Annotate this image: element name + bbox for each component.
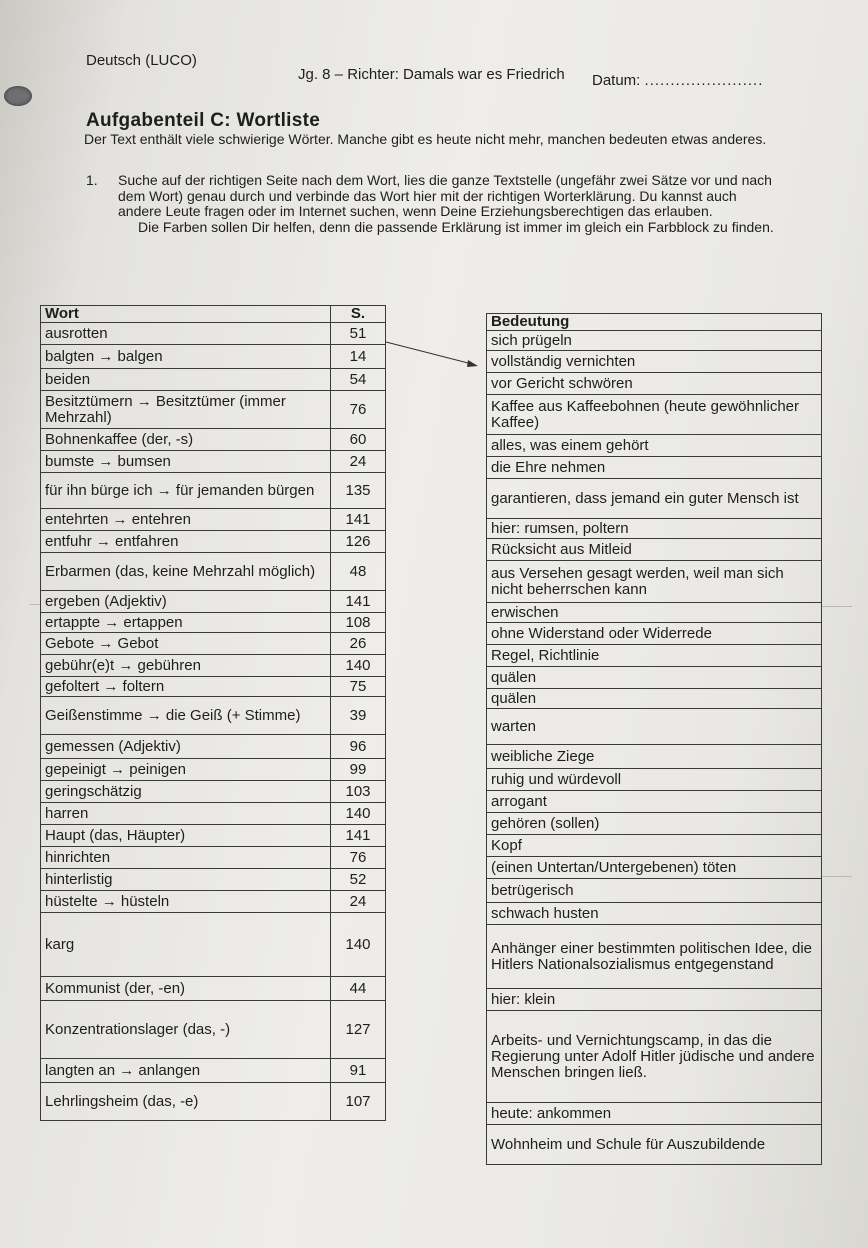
word-table-header	[41, 306, 386, 323]
page-cell: 76	[331, 847, 386, 869]
meaning-cell: erwischen	[487, 603, 822, 623]
meaning-row	[487, 331, 822, 351]
meaning-cell: Kaffee aus Kaffeebohnen (heute gewöhnlicher Kaffee)	[487, 395, 822, 435]
page-cell: 126	[331, 531, 386, 553]
meaning-table	[486, 313, 822, 1165]
meaning-cell: garantieren, dass jemand ein guter Mensch ist	[487, 479, 822, 519]
word-row	[41, 697, 386, 735]
word-cell: entfuhr → entfahren	[41, 531, 331, 553]
page-cell: 76	[331, 391, 386, 429]
meaning-cell: arrogant	[487, 791, 822, 813]
word-row	[41, 891, 386, 913]
meaning-row	[487, 813, 822, 835]
word-cell: bumste → bumsen	[41, 451, 331, 473]
page-cell: 140	[331, 655, 386, 677]
word-row	[41, 781, 386, 803]
word-cell: ertappte → ertappen	[41, 613, 331, 633]
word-row	[41, 323, 386, 345]
fold-line	[822, 606, 852, 607]
word-row	[41, 655, 386, 677]
section-title: Aufgabenteil C: Wortliste	[86, 110, 321, 131]
meaning-cell: Anhänger einer bestimmten politischen Idee, die Hitlers Nationalsozialismus entgegenstand	[487, 925, 822, 989]
meaning-row	[487, 457, 822, 479]
date-field	[592, 72, 763, 89]
meaning-cell: heute: ankommen	[487, 1103, 822, 1125]
meaning-row	[487, 479, 822, 519]
word-cell: Gebote → Gebot	[41, 633, 331, 655]
page-cell: 60	[331, 429, 386, 451]
word-table	[40, 305, 386, 1121]
date-blank: .......................	[644, 72, 764, 89]
page-cell: 24	[331, 891, 386, 913]
meaning-row	[487, 1011, 822, 1103]
meaning-row	[487, 645, 822, 667]
word-row	[41, 553, 386, 591]
page-column-header: S.	[331, 306, 386, 323]
page-cell: 24	[331, 451, 386, 473]
meaning-cell: Wohnheim und Schule für Auszubildende	[487, 1125, 822, 1165]
meaning-cell: vollständig vernichten	[487, 351, 822, 373]
word-row	[41, 633, 386, 655]
word-row	[41, 1001, 386, 1059]
meaning-cell: aus Versehen gesagt werden, weil man sich nicht beherrschen kann	[487, 561, 822, 603]
date-label: Datum:	[592, 72, 641, 89]
word-cell: für ihn bürge ich → für jemanden bürgen	[41, 473, 331, 509]
meaning-row	[487, 857, 822, 879]
meaning-row	[487, 603, 822, 623]
meaning-cell: sich prügeln	[487, 331, 822, 351]
meaning-row	[487, 879, 822, 903]
word-cell: Besitztümern → Besitztümer (immer Mehrzahl)	[41, 391, 331, 429]
meaning-row	[487, 539, 822, 561]
fold-line	[822, 876, 852, 877]
word-row	[41, 977, 386, 1001]
meaning-cell: Kopf	[487, 835, 822, 857]
page-cell: 39	[331, 697, 386, 735]
meaning-cell: schwach husten	[487, 903, 822, 925]
page-cell: 140	[331, 913, 386, 977]
word-row	[41, 391, 386, 429]
page-cell: 26	[331, 633, 386, 655]
meaning-cell: weibliche Ziege	[487, 745, 822, 769]
word-cell: hüstelte → hüsteln	[41, 891, 331, 913]
word-column-header: Wort	[41, 306, 331, 323]
page-cell: 51	[331, 323, 386, 345]
meaning-cell: die Ehre nehmen	[487, 457, 822, 479]
punch-hole	[4, 86, 32, 106]
meaning-cell: (einen Untertan/Untergebenen) töten	[487, 857, 822, 879]
word-row	[41, 913, 386, 977]
word-row	[41, 473, 386, 509]
word-cell: harren	[41, 803, 331, 825]
worksheet-title: Jg. 8 – Richter: Damals war es Friedrich	[298, 66, 565, 83]
meaning-row	[487, 925, 822, 989]
word-row	[41, 345, 386, 369]
word-cell: geringschätzig	[41, 781, 331, 803]
word-cell: gemessen (Adjektiv)	[41, 735, 331, 759]
meaning-cell: ruhig und würdevoll	[487, 769, 822, 791]
word-row	[41, 429, 386, 451]
meaning-row	[487, 989, 822, 1011]
word-cell: balgten → balgen	[41, 345, 331, 369]
word-cell: beiden	[41, 369, 331, 391]
task-text: Suche auf der richtigen Seite nach dem Wort, lies die ganze Textstelle (ungefähr zwei Sätze vor und nach dem Wort) genau durch und verbinde das Wort hier mit der richtigen Worterklärung. Du kannst auch andere Leute fragen oder im Internet suchen, wenn Deine Erziehungsberechtigen das erlauben.	[118, 172, 772, 220]
connection-arrow	[386, 340, 486, 370]
meaning-row	[487, 791, 822, 813]
word-row	[41, 825, 386, 847]
word-row	[41, 1059, 386, 1083]
word-cell: langten an → anlangen	[41, 1059, 331, 1083]
word-cell: karg	[41, 913, 331, 977]
intro-text: Der Text enthält viele schwierige Wörter. Manche gibt es heute nicht mehr, manchen bedeuten etwas anderes.	[84, 131, 767, 147]
word-row	[41, 803, 386, 825]
word-row	[41, 735, 386, 759]
page-cell: 48	[331, 553, 386, 591]
word-row	[41, 369, 386, 391]
page-cell: 14	[331, 345, 386, 369]
word-row	[41, 677, 386, 697]
meaning-row	[487, 395, 822, 435]
page-cell: 75	[331, 677, 386, 697]
word-cell: Konzentrationslager (das, -)	[41, 1001, 331, 1059]
page-cell: 107	[331, 1083, 386, 1121]
subject-label: Deutsch (LUCO)	[86, 52, 197, 69]
word-row	[41, 451, 386, 473]
page-cell: 127	[331, 1001, 386, 1059]
meaning-row	[487, 435, 822, 457]
meaning-table-header	[487, 314, 822, 331]
word-row	[41, 613, 386, 633]
word-row	[41, 847, 386, 869]
meaning-cell: ohne Widerstand oder Widerrede	[487, 623, 822, 645]
page-cell: 96	[331, 735, 386, 759]
word-row	[41, 591, 386, 613]
word-cell: Erbarmen (das, keine Mehrzahl möglich)	[41, 553, 331, 591]
page-cell: 135	[331, 473, 386, 509]
meaning-cell: gehören (sollen)	[487, 813, 822, 835]
word-cell: Haupt (das, Häupter)	[41, 825, 331, 847]
word-row	[41, 531, 386, 553]
meaning-row	[487, 519, 822, 539]
word-cell: hinrichten	[41, 847, 331, 869]
word-row	[41, 759, 386, 781]
word-cell: Bohnenkaffee (der, -s)	[41, 429, 331, 451]
meaning-cell: quälen	[487, 689, 822, 709]
task-text-hint: Die Farben sollen Dir helfen, denn die passende Erklärung ist immer im gleich ein Farbblock zu finden.	[138, 218, 774, 235]
word-cell: Kommunist (der, -en)	[41, 977, 331, 1001]
word-cell: ausrotten	[41, 323, 331, 345]
word-cell: hinterlistig	[41, 869, 331, 891]
page-cell: 141	[331, 591, 386, 613]
word-row	[41, 1083, 386, 1121]
word-cell: entehrten → entehren	[41, 509, 331, 531]
meaning-row	[487, 667, 822, 689]
page-cell: 141	[331, 509, 386, 531]
meaning-cell: warten	[487, 709, 822, 745]
word-cell: gefoltert → foltern	[41, 677, 331, 697]
meaning-cell: alles, was einem gehört	[487, 435, 822, 457]
task-number: 1.	[86, 172, 98, 188]
page-cell: 108	[331, 613, 386, 633]
meaning-cell: Regel, Richtlinie	[487, 645, 822, 667]
word-cell: Lehrlingsheim (das, -e)	[41, 1083, 331, 1121]
meaning-cell: hier: klein	[487, 989, 822, 1011]
page-cell: 103	[331, 781, 386, 803]
page-cell: 44	[331, 977, 386, 1001]
page-cell: 99	[331, 759, 386, 781]
fold-line	[30, 604, 40, 605]
meaning-row	[487, 373, 822, 395]
meaning-row	[487, 835, 822, 857]
meaning-row	[487, 1125, 822, 1165]
meaning-cell: Arbeits- und Vernichtungscamp, in das die Regierung unter Adolf Hitler jüdische und andere Menschen bringen ließ.	[487, 1011, 822, 1103]
page-cell: 91	[331, 1059, 386, 1083]
word-row	[41, 509, 386, 531]
meaning-cell: vor Gericht schwören	[487, 373, 822, 395]
meaning-row	[487, 769, 822, 791]
word-cell: gepeinigt → peinigen	[41, 759, 331, 781]
word-cell: gebühr(e)t → gebühren	[41, 655, 331, 677]
word-cell: ergeben (Adjektiv)	[41, 591, 331, 613]
meaning-cell: hier: rumsen, poltern	[487, 519, 822, 539]
meaning-cell: betrügerisch	[487, 879, 822, 903]
page-cell: 52	[331, 869, 386, 891]
meaning-column-header: Bedeutung	[487, 314, 822, 331]
meaning-row	[487, 623, 822, 645]
meaning-row	[487, 351, 822, 373]
word-cell: Geißenstimme → die Geiß (+ Stimme)	[41, 697, 331, 735]
page-cell: 140	[331, 803, 386, 825]
meaning-row	[487, 745, 822, 769]
meaning-row	[487, 903, 822, 925]
meaning-row	[487, 709, 822, 745]
word-row	[41, 869, 386, 891]
page-cell: 141	[331, 825, 386, 847]
meaning-row	[487, 1103, 822, 1125]
meaning-cell: Rücksicht aus Mitleid	[487, 539, 822, 561]
meaning-row	[487, 561, 822, 603]
meaning-cell: quälen	[487, 667, 822, 689]
page-cell: 54	[331, 369, 386, 391]
meaning-row	[487, 689, 822, 709]
